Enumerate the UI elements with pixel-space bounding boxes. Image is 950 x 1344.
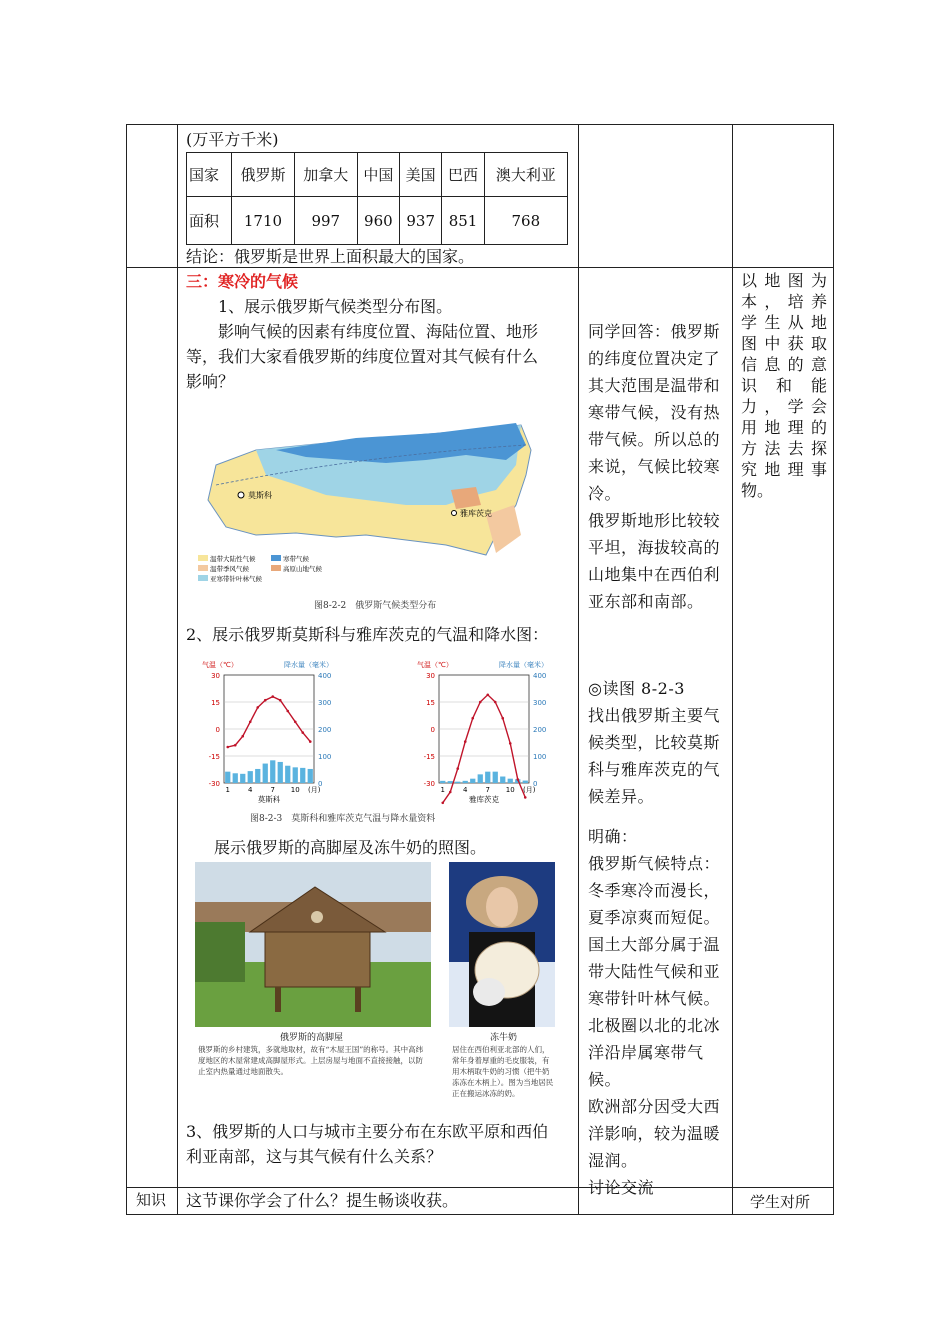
paragraph-line: 等，我们大家看俄罗斯的纬度位置对其气候有什么 xyxy=(186,347,539,366)
table-cell: 俄罗斯 xyxy=(232,153,295,197)
table-border xyxy=(732,124,733,1215)
temp-tick-label: 15 xyxy=(426,699,435,707)
table-cell: 美国 xyxy=(400,153,442,197)
precip-bar xyxy=(278,762,283,783)
month-tick-label: 7 xyxy=(270,786,275,794)
text-line: 力，学会 xyxy=(741,397,827,416)
precip-bar xyxy=(455,782,460,783)
yakutsk-marker xyxy=(452,511,457,516)
precip-bar xyxy=(470,779,475,783)
temp-point xyxy=(456,767,459,770)
yakutsk-chart xyxy=(417,660,548,804)
precip-bar xyxy=(523,781,528,783)
temp-tick-label: -30 xyxy=(423,780,435,788)
precip-bar xyxy=(508,779,513,783)
photo1-caption: 俄罗斯的高脚屋 xyxy=(280,1033,344,1043)
temp-tick-label: 30 xyxy=(211,672,220,680)
photo2-caption: 冻牛奶 xyxy=(490,1033,518,1043)
temp-point xyxy=(234,744,237,747)
item-1: 1、展示俄罗斯气候类型分布图。 xyxy=(218,297,453,316)
temp-point xyxy=(524,796,527,799)
temp-point xyxy=(301,731,304,734)
precip-bar xyxy=(293,767,298,783)
item-3: 3、俄罗斯的人口与城市主要分布在东欧平原和西伯 xyxy=(186,1122,549,1141)
temp-point xyxy=(464,740,467,743)
month-tick-label: 4 xyxy=(463,786,468,794)
legend-swatch xyxy=(271,565,281,571)
text-line: 信息的意 xyxy=(741,355,827,374)
text-line: 平坦，海拔较高的 xyxy=(588,538,721,557)
table-border xyxy=(833,124,834,1215)
temp-tick-label: 0 xyxy=(215,726,220,734)
text-line: 图中获取 xyxy=(741,334,827,353)
text-line: 方法去探 xyxy=(741,439,827,458)
moscow-label: 莫斯科 xyxy=(248,491,272,500)
temp-tick-label: -15 xyxy=(423,753,435,761)
precip-bar xyxy=(478,774,483,783)
temp-point xyxy=(501,717,504,720)
legend-item: 温带大陆性气候 xyxy=(210,555,256,563)
table-cell: 851 xyxy=(442,197,484,245)
frozen-milk-photo xyxy=(449,862,555,1027)
text-line: 冬季寒冷而漫长， xyxy=(588,881,721,900)
photo2-text: 居住在西伯利亚北部的人们，常年身着厚重的毛皮服装，有用木柄取牛奶的习惯（把牛奶冻冻在木柄上）。图为当地居民正在搬运冰冻的奶。 xyxy=(452,1045,554,1098)
month-unit-label: (月) xyxy=(523,786,536,794)
precip-axis-label: 降水量（毫米） xyxy=(284,661,333,669)
temp-point xyxy=(516,778,519,781)
precip-tick-label: 0 xyxy=(533,780,538,788)
clarify-block xyxy=(588,823,726,1201)
month-unit-label: (月) xyxy=(308,786,321,794)
precip-bar xyxy=(485,772,490,783)
precip-bar xyxy=(493,772,498,783)
temp-point xyxy=(294,721,297,724)
text-line: 欧洲部分因受大西 xyxy=(588,1097,721,1116)
precip-tick-label: 200 xyxy=(533,726,547,734)
precip-tick-label: 400 xyxy=(533,672,547,680)
text-line: 候。 xyxy=(588,1070,622,1089)
climate-charts xyxy=(196,655,566,820)
precip-tick-label: 200 xyxy=(318,726,332,734)
table-border xyxy=(126,1214,834,1215)
conclusion-text: 结论：俄罗斯是世界上面积最大的国家。 xyxy=(186,247,475,266)
text-line: 带气候。所以总的 xyxy=(588,430,721,449)
temp-point xyxy=(486,694,489,697)
table-cell: 加拿大 xyxy=(294,153,357,197)
temp-axis-label: 气温（℃） xyxy=(417,661,453,669)
temp-point xyxy=(249,721,252,724)
precip-bar xyxy=(448,781,453,783)
text-line: 找出俄罗斯主要气 xyxy=(588,706,721,725)
text-line: 湿润。 xyxy=(588,1151,638,1170)
month-tick-label: 7 xyxy=(485,786,490,794)
text-line: 识 和 能 xyxy=(741,376,827,395)
precip-bar xyxy=(308,769,313,783)
item-photos: 展示俄罗斯的高脚屋及冻牛奶的照图。 xyxy=(214,838,487,857)
precip-bar xyxy=(225,772,230,783)
legend-item: 寒带气候 xyxy=(283,555,309,563)
precip-bar xyxy=(285,766,290,783)
section-heading: 三：寒冷的气候 xyxy=(186,272,299,291)
design-intent xyxy=(741,270,827,480)
text-line: 洋沿岸属寒带气 xyxy=(588,1043,704,1062)
map-highland xyxy=(451,487,481,509)
moscow-chart xyxy=(202,660,333,804)
text-line: 来说，气候比较寒 xyxy=(588,457,721,476)
moscow-marker xyxy=(238,492,244,498)
table-cell: 国家 xyxy=(187,153,232,197)
text-line: 国土大部分属于温 xyxy=(588,935,721,954)
station-name: 雅库茨克 xyxy=(469,795,499,804)
legend-swatch xyxy=(198,555,208,561)
temp-tick-label: -30 xyxy=(208,780,220,788)
table-cell: 937 xyxy=(400,197,442,245)
text-line: 究地理事 xyxy=(741,460,827,479)
table-border xyxy=(126,124,127,1215)
text-line: 夏季凉爽而短促。 xyxy=(588,908,721,927)
legend-swatch xyxy=(271,555,281,561)
temp-tick-label: 15 xyxy=(211,699,220,707)
yakutsk-label: 雅库茨克 xyxy=(460,509,492,518)
stilt-house-photo xyxy=(195,862,431,1027)
temp-point xyxy=(226,746,229,749)
bottom-label: 知识 xyxy=(136,1191,167,1209)
text-line: 学生从地 xyxy=(741,313,827,332)
text-line: 俄罗斯地形比较较 xyxy=(588,511,721,530)
text-line: 寒带气候，没有热 xyxy=(588,403,721,422)
temp-point xyxy=(441,802,444,805)
table-border xyxy=(126,124,834,125)
month-tick-label: 10 xyxy=(290,786,300,794)
table-cell: 面积 xyxy=(187,197,232,245)
temp-point xyxy=(509,742,512,745)
text-line: 讨论交流 xyxy=(588,1178,655,1197)
temp-point xyxy=(494,701,497,704)
precip-tick-label: 300 xyxy=(533,699,547,707)
legend-item: 亚寒带针叶林气候 xyxy=(210,575,262,583)
temp-tick-label: 30 xyxy=(426,672,435,680)
month-tick-label: 10 xyxy=(505,786,515,794)
text-line: 带大陆性气候和亚 xyxy=(588,962,721,981)
temp-tick-label: 0 xyxy=(430,726,435,734)
table-cell: 1710 xyxy=(232,197,295,245)
chart-caption: 图8-2-3 莫斯科和雅库茨克气温与降水量资料 xyxy=(250,814,436,824)
temp-tick-label: -15 xyxy=(208,753,220,761)
map-polar xyxy=(276,423,526,463)
temp-point xyxy=(271,695,274,698)
precip-bar xyxy=(240,774,245,783)
student-answer-1 xyxy=(588,318,726,615)
text-line: 同学回答：俄罗斯 xyxy=(588,322,721,341)
text-line: 其大范围是温带和 xyxy=(588,376,721,395)
text-line: 本，培养 xyxy=(741,292,827,311)
design-intent-last: 物。 xyxy=(741,481,774,500)
precip-bar xyxy=(263,764,268,783)
paragraph-line: 影响气候的因素有纬度位置、海陆位置、地形 xyxy=(218,322,539,341)
text-line: 冷。 xyxy=(588,484,622,503)
temp-point xyxy=(309,740,312,743)
text-line: 明确： xyxy=(588,827,638,846)
legend-swatch xyxy=(198,565,208,571)
temp-point xyxy=(241,735,244,738)
table-cell: 960 xyxy=(357,197,399,245)
temp-point xyxy=(256,706,259,709)
temp-point xyxy=(471,717,474,720)
text-line: 候差异。 xyxy=(588,787,655,806)
area-table xyxy=(186,152,568,245)
paragraph-line: 影响？ xyxy=(186,372,235,391)
text-line: 科与雅库茨克的气 xyxy=(588,760,721,779)
legend-item: 高原山地气候 xyxy=(283,565,322,573)
text-line: 山地集中在西伯利 xyxy=(588,565,721,584)
precip-bar xyxy=(440,781,445,783)
station-name: 莫斯科 xyxy=(257,795,281,804)
temp-point xyxy=(264,699,267,702)
bottom-right: 学生对所 xyxy=(750,1193,811,1211)
precip-tick-label: 100 xyxy=(533,753,547,761)
table-cell: 中国 xyxy=(357,153,399,197)
precip-bar xyxy=(248,771,253,783)
text-line: 洋影响，较为温暖 xyxy=(588,1124,721,1143)
precip-bar xyxy=(300,768,305,783)
text-line: 北极圈以北的北冰 xyxy=(588,1016,721,1035)
item-3-cont: 利亚南部，这与其气候有什么关系？ xyxy=(186,1147,443,1166)
legend-swatch xyxy=(198,575,208,581)
month-tick-label: 4 xyxy=(248,786,253,794)
temp-point xyxy=(279,699,282,702)
bottom-text: 这节课你学会了什么？提生畅谈收获。 xyxy=(186,1191,459,1210)
table-border xyxy=(177,124,178,1215)
read-figure-task xyxy=(588,675,726,810)
precip-bar xyxy=(500,777,505,783)
precip-bar xyxy=(463,781,468,783)
text-line: 俄罗斯气候特点： xyxy=(588,854,721,873)
precip-bar xyxy=(255,769,260,783)
precip-bar xyxy=(233,773,238,783)
legend-item: 温带季风气候 xyxy=(210,565,249,573)
precip-bar xyxy=(270,760,275,783)
temp-point xyxy=(286,710,289,713)
temp-point xyxy=(449,791,452,794)
table-cell: 997 xyxy=(294,197,357,245)
table-cell: 澳大利亚 xyxy=(484,153,567,197)
text-line: 的纬度位置决定了 xyxy=(588,349,721,368)
precip-tick-label: 300 xyxy=(318,699,332,707)
table-cell: 768 xyxy=(484,197,567,245)
table-cell: 巴西 xyxy=(442,153,484,197)
unit-label: (万平方千米) xyxy=(186,130,279,149)
precip-tick-label: 400 xyxy=(318,672,332,680)
precip-tick-label: 100 xyxy=(318,753,332,761)
item-2: 2、展示俄罗斯莫斯科与雅库茨克的气温和降水图： xyxy=(186,625,549,644)
text-line: 用地理的 xyxy=(741,418,827,437)
table-border xyxy=(578,124,579,1215)
photo1-text: 俄罗斯的乡村建筑，多就地取材，故有“木屋王国”的称号。其中高纬度地区的木屋常建成高脚屋形式。上层房屋与地面不直接接触，以防止室内热量通过地面散失。 xyxy=(198,1045,424,1076)
month-tick-label: 1 xyxy=(225,786,230,794)
temp-axis-label: 气温（℃） xyxy=(202,661,238,669)
text-line: 以地图为 xyxy=(741,271,827,290)
temp-point xyxy=(479,701,482,704)
map-caption: 图8-2-2 俄罗斯气候类型分布 xyxy=(314,601,437,611)
text-line: 寒带针叶林气候。 xyxy=(588,989,721,1008)
climate-map xyxy=(196,405,556,615)
text-line: 候类型，比较莫斯 xyxy=(588,733,721,752)
text-line: 亚东部和南部。 xyxy=(588,592,704,611)
text-line: ◎读图 8-2-3 xyxy=(588,679,685,698)
precip-tick-label: 0 xyxy=(318,780,323,788)
precip-axis-label: 降水量（毫米） xyxy=(499,661,548,669)
month-tick-label: 1 xyxy=(440,786,445,794)
